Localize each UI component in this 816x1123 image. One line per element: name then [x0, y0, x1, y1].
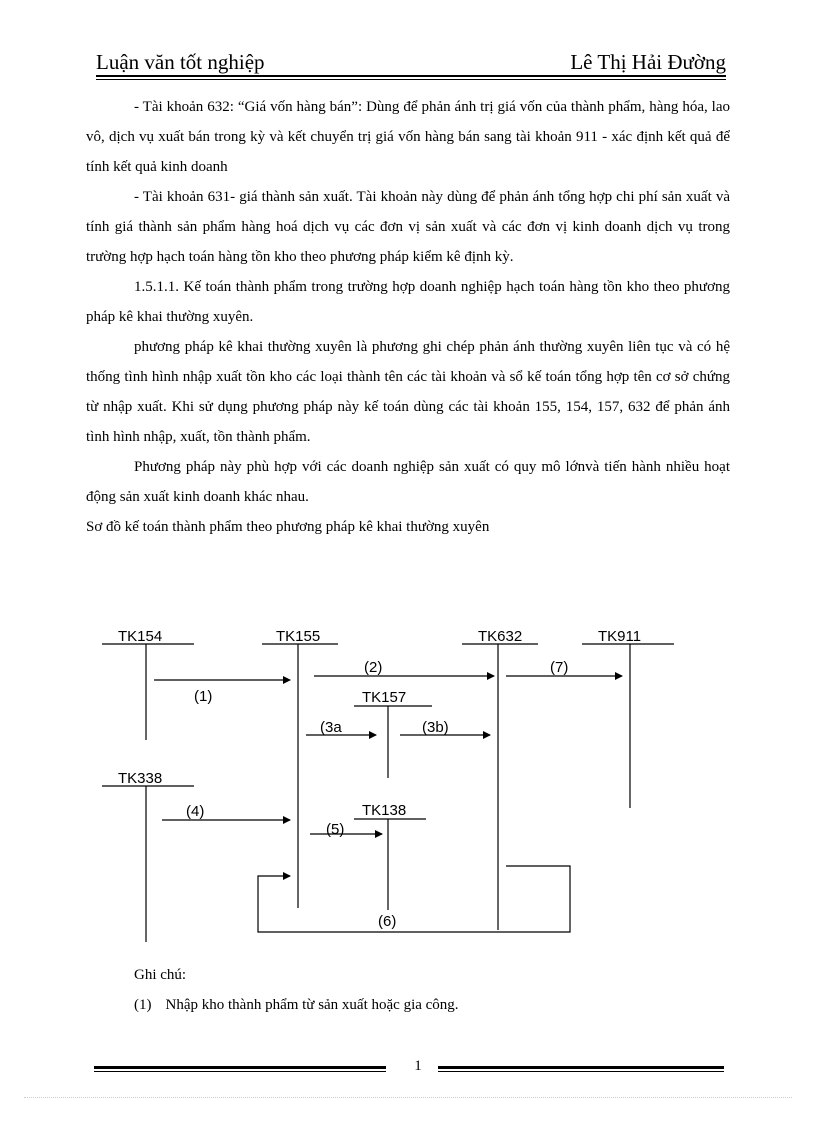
- label-step-5: (5): [326, 821, 345, 838]
- note-item-1-number: (1): [134, 997, 152, 1013]
- page-bottom-dotted-rule: [24, 1097, 792, 1098]
- label-tk911: TK911: [598, 628, 642, 645]
- paragraph-tk632: - Tài khoản 632: “Giá vốn hàng bán”: Dùng để phản ánh trị giá vốn của thành phẩm, hàng hóa, lao vô, dịch vụ xuất bán trong kỳ và kết chuyển trị giá vốn hàng bán sang tài khoản 911 - xác định kết quả để tính kết quả kinh doanh: [86, 99, 730, 175]
- page-footer: [94, 1058, 724, 1082]
- document-body: [86, 92, 730, 542]
- label-step-4: (4): [186, 803, 205, 820]
- page-header: [96, 48, 726, 76]
- label-step-3a: (3a: [320, 719, 342, 736]
- diagram-title: Sơ đồ kế toán thành phẩm theo phương pháp kê khai thường xuyên: [86, 519, 490, 535]
- page-number: 1: [414, 1058, 422, 1074]
- footer-rule-right-thin: [438, 1071, 724, 1072]
- label-step-2: (2): [364, 659, 383, 676]
- paragraph-tk631: - Tài khoản 631- giá thành sản xuất. Tài khoản này dùng để phản ánh tổng hợp chi phí sản xuất và tính giá thành sản phẩm hàng hoá dịch vụ các đơn vị sản xuất và các đơn vị kinh doanh dịch vụ trong trường hợp hạch toán hàng tồn kho theo phương pháp kiểm kê định kỳ.: [86, 189, 730, 265]
- footer-rule-left: [94, 1066, 386, 1069]
- label-step-7: (7): [550, 659, 569, 676]
- header-rule-thin: [96, 79, 726, 80]
- header-title: Luận văn tốt nghiệp: [96, 50, 265, 74]
- label-tk138: TK138: [362, 802, 407, 819]
- note-item-1: [134, 990, 459, 1020]
- header-author: Lê Thị Hải Đường: [570, 50, 726, 74]
- footer-rule-left-thin: [94, 1071, 386, 1072]
- label-tk154: TK154: [118, 628, 163, 645]
- label-tk338: TK338: [118, 770, 163, 787]
- label-step-3b: (3b): [422, 719, 449, 736]
- notes-heading: Ghi chú:: [134, 967, 187, 983]
- label-step-1: (1): [194, 688, 213, 705]
- label-tk157: TK157: [362, 689, 407, 706]
- label-tk155: TK155: [276, 628, 321, 645]
- note-item-1-text: Nhập kho thành phẩm từ sản xuất hoặc gia công.: [165, 997, 459, 1013]
- accounting-diagram: [90, 620, 710, 950]
- paragraph-suitability: Phương pháp này phù hợp với các doanh nghiệp sản xuất có quy mô lớnvà tiến hành nhiều hoạt động sản xuất kinh doanh khác nhau.: [86, 459, 730, 505]
- paragraph-method: phương pháp kê khai thường xuyên là phương ghi chép phản ánh thường xuyên liên tục và có hệ thống tình hình nhập xuất tồn kho các loại thành tên các tài khoản và sổ kế toán tổng hợp tên cơ sở chứng từ nhập xuất. Khi sử dụng phương pháp này kế toán dùng các tài khoản 155, 154, 157, 632 để phản ánh tình hình nhập, xuất, tồn thành phẩm.: [86, 339, 730, 445]
- notes-section: [134, 960, 734, 1013]
- footer-rule-right: [438, 1066, 724, 1069]
- header-rule: [96, 75, 726, 77]
- label-step-6: (6): [378, 913, 397, 930]
- section-heading-1-5-1-1: 1.5.1.1. Kế toán thành phẩm trong trường hợp doanh nghiệp hạch toán hàng tồn kho theo phương pháp kê khai thường xuyên.: [86, 279, 730, 325]
- label-tk632: TK632: [478, 628, 523, 645]
- loop-6: [258, 866, 570, 932]
